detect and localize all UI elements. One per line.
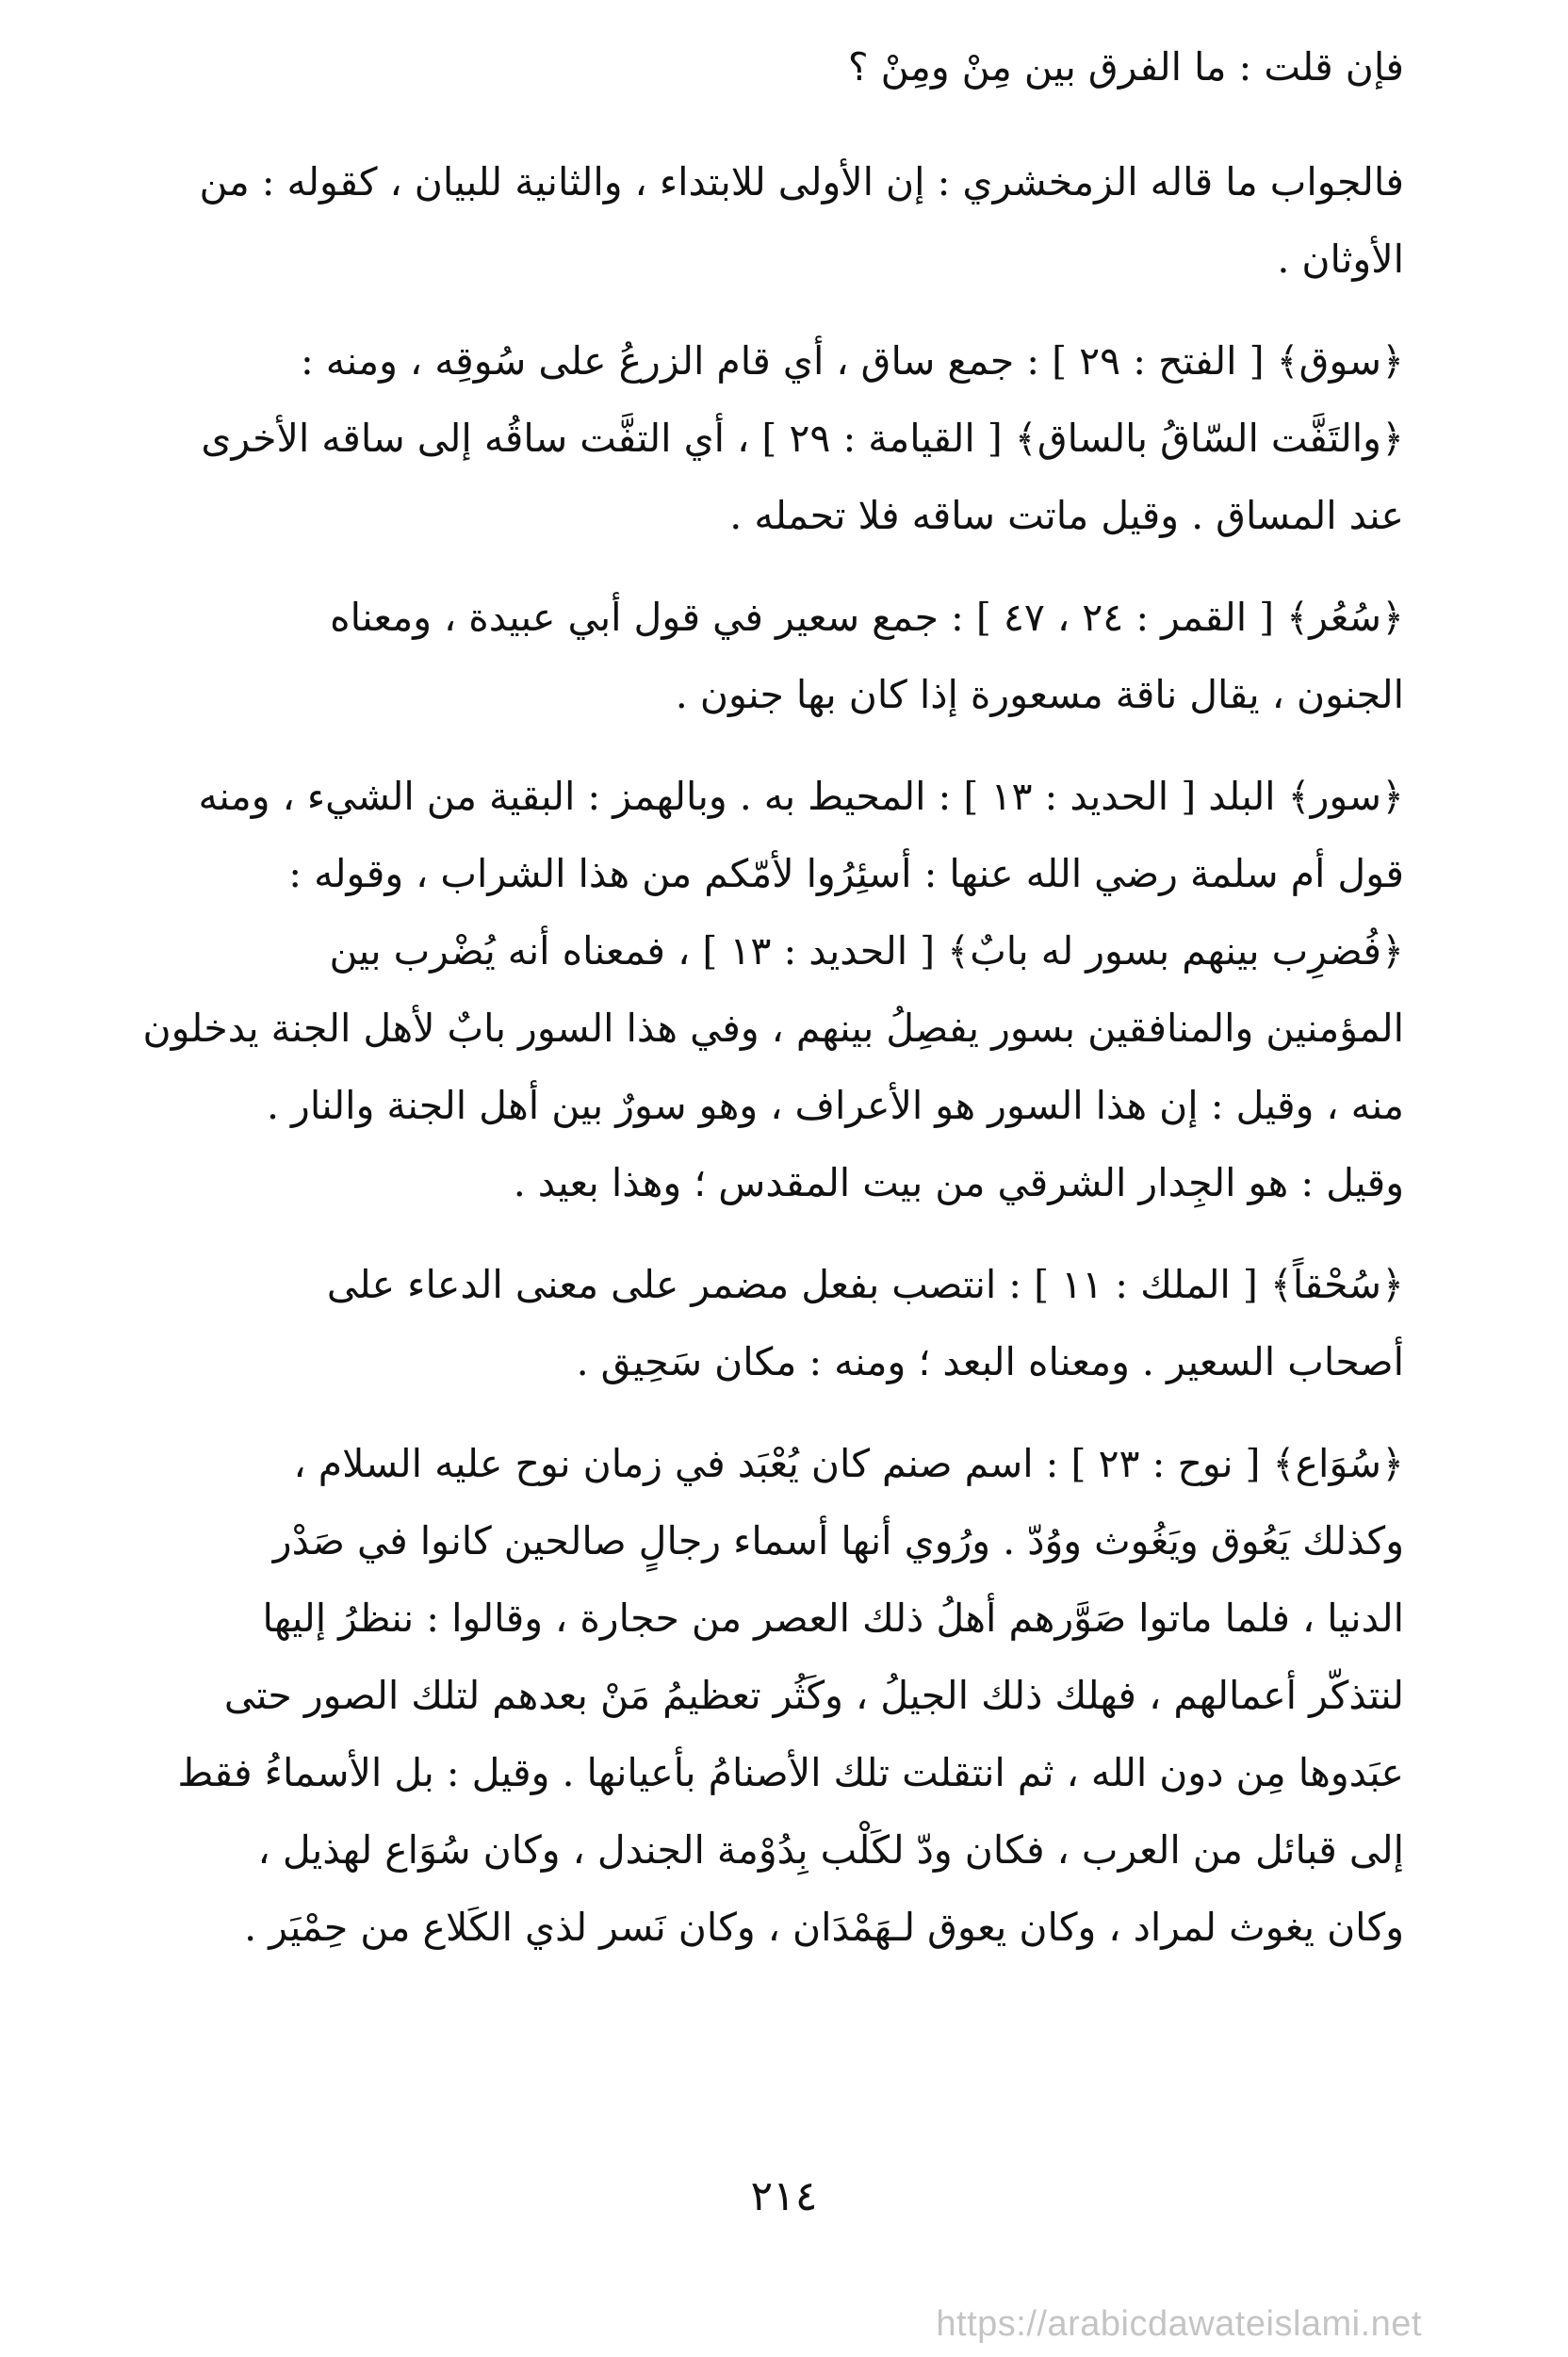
entry-sur-line-2: قول أم سلمة رضي الله عنها : أسئِرُوا لأمّكم من هذا الشراب ، وقوله :	[288, 851, 1404, 896]
question-line: فإن قلت : ما الفرق بين مِنْ ومِنْ ؟	[847, 44, 1404, 90]
entry-suwa-line-7: وكان يغوث لمراد ، وكان يعوق لـهَمْدَان ، وكان نَسر لذي الكَلاع من حِمْيَر .	[244, 1905, 1404, 1950]
answer-line-1: فالجواب ما قاله الزمخشري : إن الأولى للابتداء ، والثانية للبيان ، كقوله : من	[199, 159, 1404, 205]
entry-souq	[75, 322, 1404, 554]
entry-sur-line-1: ﴿سور﴾ البلد [ الحديد : ١٣ ] : المحيط به . وبالهمز : البقية من الشيء ، ومنه	[198, 774, 1404, 819]
entry-suur-line-1: ﴿سُعُر﴾ [ القمر : ٢٤ ، ٤٧ ] : جمع سعير في قول أبي عبيدة ، ومعناه	[330, 595, 1404, 640]
answer-paragraph	[75, 143, 1404, 298]
entry-suwa-line-5: عبَدوها مِن دون الله ، ثم انتقلت تلك الأصنامُ بأعيانها . وقيل : بل الأسماءُ فقط	[177, 1750, 1404, 1795]
entry-sur-line-5: منه ، وقيل : إن هذا السور هو الأعراف ، وهو سورٌ بين أهل الجنة والنار .	[266, 1083, 1404, 1128]
page-number: ٢١٤	[750, 2172, 818, 2220]
entry-suwa-line-4: لنتذكّر أعمالهم ، فهلك ذلك الجيلُ ، وكَثُر تعظيمُ مَنْ بعدهم لتلك الصور حتى	[223, 1673, 1404, 1718]
entry-sur-line-4: المؤمنين والمنافقين بسور يفصِلُ بينهم ، وفي هذا السور بابٌ لأهل الجنة يدخلون	[142, 1006, 1404, 1051]
entry-suwa-line-1: ﴿سُوَاع﴾ [ نوح : ٢٣ ] : اسم صنم كان يُعْبَد في زمان نوح عليه السلام ،	[293, 1441, 1404, 1486]
entry-souq-line-3: عند المساق . وقيل ماتت ساقه فلا تحمله .	[729, 493, 1404, 538]
entry-sur-line-3: ﴿فُضرِب بينهم بسور له بابٌ﴾ [ الحديد : ١٣ ] ، فمعناه أنه يُضْرب بين	[329, 928, 1404, 974]
watermark-url: https://arabicdawateislami.net	[936, 2304, 1422, 2344]
entry-suhqan	[75, 1246, 1404, 1400]
entry-suwa-line-6: إلى قبائل من العرب ، فكان ودّ لكَلْب بِدُوْمة الجندل ، وكان سُوَاع لهذيل ،	[257, 1827, 1404, 1873]
entry-sur-line-6: وقيل : هو الجِدار الشرقي من بيت المقدس ؛ وهذا بعيد .	[513, 1160, 1404, 1205]
entry-suwa	[75, 1425, 1404, 1966]
entry-souq-line-1: ﴿سوق﴾ [ الفتح : ٢٩ ] : جمع ساق ، أي قام الزرعُ على سُوقِه ، ومنه :	[300, 338, 1404, 384]
entry-suwa-line-3: الدنيا ، فلما ماتوا صَوَّرهم أهلُ ذلك العصر من حجارة ، وقالوا : ننظرُ إليها	[262, 1596, 1404, 1641]
answer-line-2: الأوثان .	[1277, 237, 1404, 282]
question-paragraph	[75, 28, 1404, 106]
entry-suwa-line-2: وكذلك يَعُوق ويَغُوث ووُدّ . ورُوي أنها أسماء رجالٍ صالحين كانوا في صَدْر	[272, 1518, 1404, 1563]
entry-souq-line-2: ﴿والتَفَّت السّاقُ بالساق﴾ [ القيامة : ٢٩ ] ، أي التفَّت ساقُه إلى ساقه الأخرى	[201, 416, 1404, 461]
entry-suhqan-line-2: أصحاب السعير . ومعناه البعد ؛ ومنه : مكان سَحِيق .	[576, 1339, 1404, 1384]
document-page	[75, 28, 1404, 2196]
entry-suhqan-line-1: ﴿سُحْقاً﴾ [ الملك : ١١ ] : انتصب بفعل مضمر على معنى الدعاء على	[326, 1262, 1404, 1307]
entry-suur-line-2: الجنون ، يقال ناقة مسعورة إذا كان بها جنون .	[675, 672, 1404, 717]
entry-suur	[75, 579, 1404, 733]
entry-sur	[75, 758, 1404, 1221]
